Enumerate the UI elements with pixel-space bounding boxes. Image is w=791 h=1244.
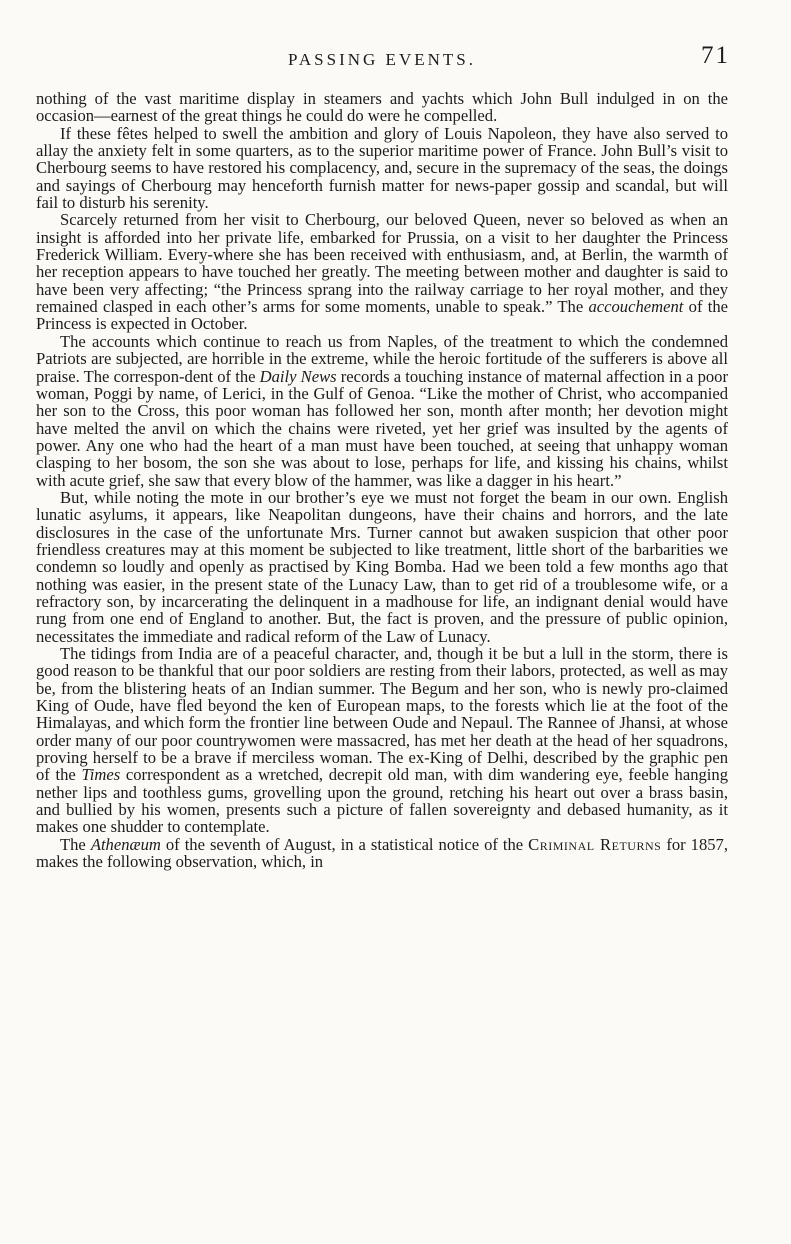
paragraph-text: for 1857, makes the following observation, which, in (36, 834, 728, 872)
paragraph-text: Scarcely returned from her visit to Cherbourg, our beloved Queen, never so beloved as when an insight is afforded into her private life, embarked for Prussia, on a visit to her daughter the Princess Frederick William. Every-where she has been received with enthusiasm, and, at Berlin, the warmth of her reception appears to have touched her greatly. The meeting between mother and daughter is said to have been very affecting; “the Princess sprang into the railway carriage to her royal mother, and they remained clasped in each other’s arms for some moments, unable to speak.” The (36, 210, 728, 317)
paragraph-text: The accounts which continue to reach us from Naples, of the treatment to which the condemned Patriots are subjected, are horrible in the extreme, while the heroic fortitude of the sufferers is above all praise. The correspon-dent of the (36, 331, 728, 386)
paragraph-text: The tidings from India are of a peaceful character, and, though it be but a lull in the storm, there is good reason to be thankful that our poor soldiers are resting from their labors, protected, as well as may be, from the blistering heats of an Indian summer. The Begum and her son, who is newly pro-claimed King of Oude, have fled beyond the ken of European maps, to the forests which lie at the foot of the Himalayas, and which form the frontier line between Oude and Nepaul. The Rannee of Jhansi, at whose order many of our poor countrywomen were massacred, has met her death at the head of her squadrons, proving herself to be a brave if merciless woman. The ex-King of Delhi, described by the graphic pen of the (36, 644, 728, 785)
paragraph-cherbourg-fetes: If these fêtes helped to swell the ambition and glory of Louis Napoleon, they have also served to allay the anxiety felt in some quarters, as to the superior maritime power of France. John Bull’s visit to Cherbourg seems to have restored his complacency, and, secure in the supremacy of the seas, the doings and sayings of Cherbourg may henceforth furnish matter for news-paper gossip and scandal, but will fail to disturb his serenity. (36, 123, 728, 213)
italic-title: Times (81, 765, 121, 785)
paragraph-text: records a touching instance of maternal affection in a poor woman, Poggi by name, of Lerici, in the Gulf of Genoa. “Like the mother of Christ, who accompanied her son to the Cross, this poor woman has followed her son, month after month; her devotion might have melted the anvil on which the chains were riveted, yet her grief was insulted by the agents of power. Any one who had the heart of a man must have been touched, at seeing that unhappy woman clasping to her bosom, the son she was about to lose, perhaps for life, and kissing his chains, whilst with acute grief, she saw that every blow of the hammer, was like a dagger in his heart.” (36, 366, 728, 490)
book-page (36, 42, 730, 872)
paragraph-fleet-display: nothing of the vast maritime display in steamers and yachts which John Bull indulged in on the occasion—earnest of the great things he could do were he compelled. (36, 89, 728, 126)
page-header (36, 42, 728, 82)
small-caps-title: Criminal Returns (528, 834, 662, 854)
paragraph-text: correspondent as a wretched, decrepit old man, with dim wandering eye, feeble hanging nether lips and toothless gums, grovelling upon the ground, retching his heart out over a brass basin, and bullied by his women, presents such a picture of fallen sovereignty and debased humanity, as it makes one shudder to contemplate. (36, 765, 729, 837)
paragraph-india (36, 645, 728, 836)
paragraph-lunacy-law: But, while noting the mote in our brother’s eye we must not forget the beam in our own. English lunatic asylums, it appears, like Neapolitan dungeons, have their chains and horrors, and the late disclosures in the case of the unfortunate Mrs. Turner cannot but awaken suspicion that other poor friendless creatures may at this moment be subjected to like treatment, little short of the barbarities we condemn so loudly and openly as practised by King Bomba. Had we been told a few months ago that nothing was easier, in the present state of the Lunacy Law, than to get rid of a troublesome wife, or a refractory son, by incarcerating the delinquent in a madhouse for life, an indignant denial would have rung from one end of England to another. But, the fact is proven, and the pressure of public opinion, necessitates the immediate and radical reform of the Law of Lunacy. (36, 487, 728, 646)
paragraph-queen-visit (36, 211, 728, 332)
running-title: PASSING EVENTS. (288, 50, 476, 69)
italic-term: accouchement (588, 297, 684, 317)
italic-title: Athenæum (90, 834, 161, 854)
paragraph-naples (36, 333, 728, 489)
paragraph-text: of the Princess is expected in October. (36, 297, 728, 334)
article-body (36, 90, 728, 870)
paragraph-text: of the seventh of August, in a statistical notice of the (165, 834, 524, 854)
page-number: 71 (701, 42, 730, 69)
paragraph-athenaeum (36, 836, 728, 871)
italic-title: Daily News (259, 366, 337, 386)
paragraph-text: The (60, 834, 86, 854)
